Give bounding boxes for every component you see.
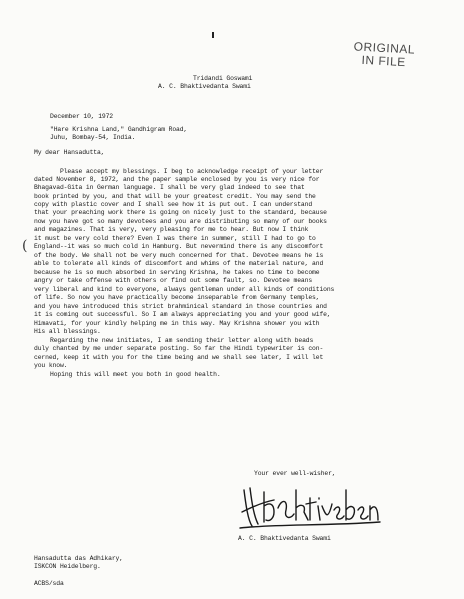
- body-line: you know.: [34, 362, 68, 369]
- body-line: it must be very cold there? Even I was there in summer, still I had to go to: [34, 235, 316, 242]
- handwritten-signature: [234, 476, 384, 536]
- typist-initials: ACBS/sda: [34, 580, 64, 587]
- body-line: able to tolerate all kinds of discomfort and whims of the material nature, and: [34, 260, 324, 267]
- body-line: it is coming out successful. So I am always appreciating you and your good wife,: [34, 311, 331, 318]
- salutation: My dear Hansadutta,: [34, 149, 105, 156]
- body-line: His all blessings.: [34, 328, 101, 335]
- body-line: England--it was so much cold in Hamburg. But nevermind there is any discomfort: [34, 243, 324, 250]
- stamp-line-2: IN FILE: [361, 52, 407, 70]
- body-line: angry or take offense with others or find out some fault, so. Devotee means: [34, 277, 313, 284]
- address-line-2: Juhu, Bombay-54, India.: [50, 134, 136, 141]
- body-line: copy with plastic cover and I shall see how it is put out. I can understand: [34, 201, 313, 208]
- letterhead-name: A. C. Bhaktivedanta Swami: [158, 83, 251, 90]
- original-in-file-stamp: [351, 40, 416, 69]
- body-line: of the body. We shall not be very much concerned for that. Devotee means he is: [34, 252, 324, 259]
- body-line: duly chanted by me under separate posting. So far the Hindi typewriter is con-: [34, 345, 324, 352]
- recipient-line-2: ISKCON Heidelberg.: [34, 563, 101, 570]
- address-line-1: "Hare Krishna Land," Gandhigram Road,: [50, 126, 188, 133]
- body-line: Bhagavad-Gita in German language. I shall be very glad indeed to see that: [34, 184, 305, 191]
- stamp-line-1: ORIGINAL: [353, 39, 416, 57]
- body-line: now you have got so many devotees and you are distributing so many of our books: [34, 218, 327, 225]
- body-line: because he is so much absorbed in serving Krishna, he takes no time to become: [34, 269, 320, 276]
- letter-date: December 10, 1972: [50, 113, 114, 120]
- margin-bracket-mark: (: [22, 238, 28, 254]
- signatory-name: A. C. Bhaktivedanta Swami: [238, 535, 331, 542]
- recipient-line-1: Hansadutta das Adhikary,: [34, 555, 123, 562]
- body-line: and you have introduced this strict brahminical standard in those countries and: [34, 303, 327, 310]
- body-line: of life. So now you have practically become inseparable from Germany temples,: [34, 294, 320, 301]
- letterhead-title: Tridandi Goswami: [193, 75, 253, 82]
- body-line: Hoping this will meet you both in good health.: [50, 371, 221, 378]
- body-line: Himavati, for your kindly helping me in this way. May Krishna shower you with: [34, 320, 320, 327]
- body-line: dated November 8, 1972, and the paper sample enclosed by you is very nice for: [34, 176, 320, 183]
- closing: Your ever well-wisher,: [254, 470, 336, 477]
- body-line: Regarding the new initiates, I am sending their letter along with beads: [50, 337, 314, 344]
- body-line: cerned, keep it with you for the time being and we shall see later, I will let: [34, 354, 324, 361]
- body-line: book printed by you, and that will be your greatest credit. You may send the: [34, 193, 316, 200]
- body-line: that your preaching work there is going on nicely just to the standard, because: [34, 209, 327, 216]
- body-line: very liberal and kind to everyone, always gentleman under all kinds of conditions: [34, 286, 335, 293]
- body-line: Please accept my blessings. I beg to acknowledge receipt of your letter: [60, 168, 324, 175]
- scan-mark-top: [212, 32, 214, 38]
- body-line: and magazines. That is very, very pleasing for me to hear. But now I think: [34, 226, 309, 233]
